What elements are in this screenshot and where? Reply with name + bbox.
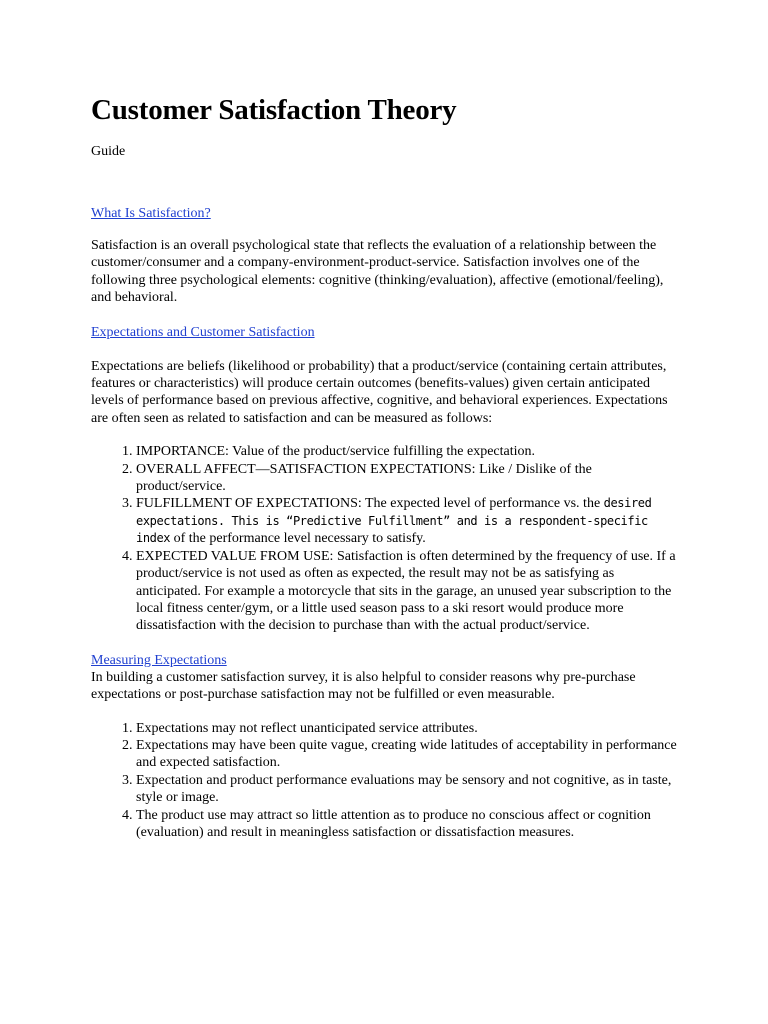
expectations-list bbox=[91, 443, 680, 634]
list-item-text: of the performance level necessary to satisfy. bbox=[170, 531, 426, 547]
list-item bbox=[136, 495, 680, 547]
measuring-expectations-link[interactable]: Measuring Expectations bbox=[91, 652, 227, 668]
document-subtitle: Guide bbox=[91, 144, 126, 159]
list-item: 1. IMPORTANCE: Value of the product/service fulfilling the expectation. bbox=[136, 443, 680, 460]
measuring-list bbox=[91, 720, 680, 842]
list-item: 3. Expectation and product performance evaluations may be sensory and not cognitive, as in taste, style or image. bbox=[136, 772, 680, 807]
document-title: Customer Satisfaction Theory bbox=[91, 94, 457, 126]
list-item: 4. EXPECTED VALUE FROM USE: Satisfaction is often determined by the frequency of use. If a product/service is not used as often as expected, the result may not be as satisfying as anticipated. For example a motorcycle that sits in the garage, an unused year subscription to the local fitness center/gym, or a little used season pass to a ski resort would produce more dissatisfaction with the decision to purchase than with the actual product/service. bbox=[136, 548, 680, 635]
list-item-text: FULFILLMENT OF EXPECTATIONS: The expected level of performance vs. the bbox=[136, 496, 604, 512]
satisfaction-paragraph: Satisfaction is an overall psychological state that reflects the evaluation of a relationship between the customer/consumer and a company-environment-product-service. Satisfaction involves one of the following three psychological elements: cognitive (thinking/evaluation), affective (emotional/feeling), and behavioral. bbox=[91, 238, 664, 306]
what-is-satisfaction-link[interactable]: What Is Satisfaction? bbox=[91, 206, 211, 221]
list-item: 2. Expectations may have been quite vague, creating wide latitudes of acceptability in performance and expected satisfaction. bbox=[136, 737, 680, 772]
list-item: 1. Expectations may not reflect unanticipated service attributes. bbox=[136, 720, 680, 737]
measuring-paragraph: In building a customer satisfaction survey, it is also helpful to consider reasons why pre-purchase expectations or post-purchase satisfaction may not be fulfilled or even measurable. bbox=[91, 669, 636, 703]
list-item: 4. The product use may attract so little attention as to produce no conscious affect or cognition (evaluation) and result in meaningless satisfaction or dissatisfaction measures. bbox=[136, 807, 680, 842]
expectations-satisfaction-link[interactable]: Expectations and Customer Satisfaction bbox=[91, 324, 315, 340]
list-item: 2. OVERALL AFFECT—SATISFACTION EXPECTATIONS: Like / Dislike of the product/service. bbox=[136, 461, 680, 496]
expectations-paragraph: Expectations are beliefs (likelihood or probability) that a product/service (containing certain attributes, features or characteristics) will produce certain outcomes (benefits-values) given certain anticipated levels of performance based on previous affective, cognitive, and behavioral experiences. Expectations are often seen as related to satisfaction and can be measured as follows: bbox=[91, 358, 668, 426]
list-item-text: desired expectations. This is “Predictive Fulfillment” and is a respondent-specific index bbox=[136, 496, 652, 546]
